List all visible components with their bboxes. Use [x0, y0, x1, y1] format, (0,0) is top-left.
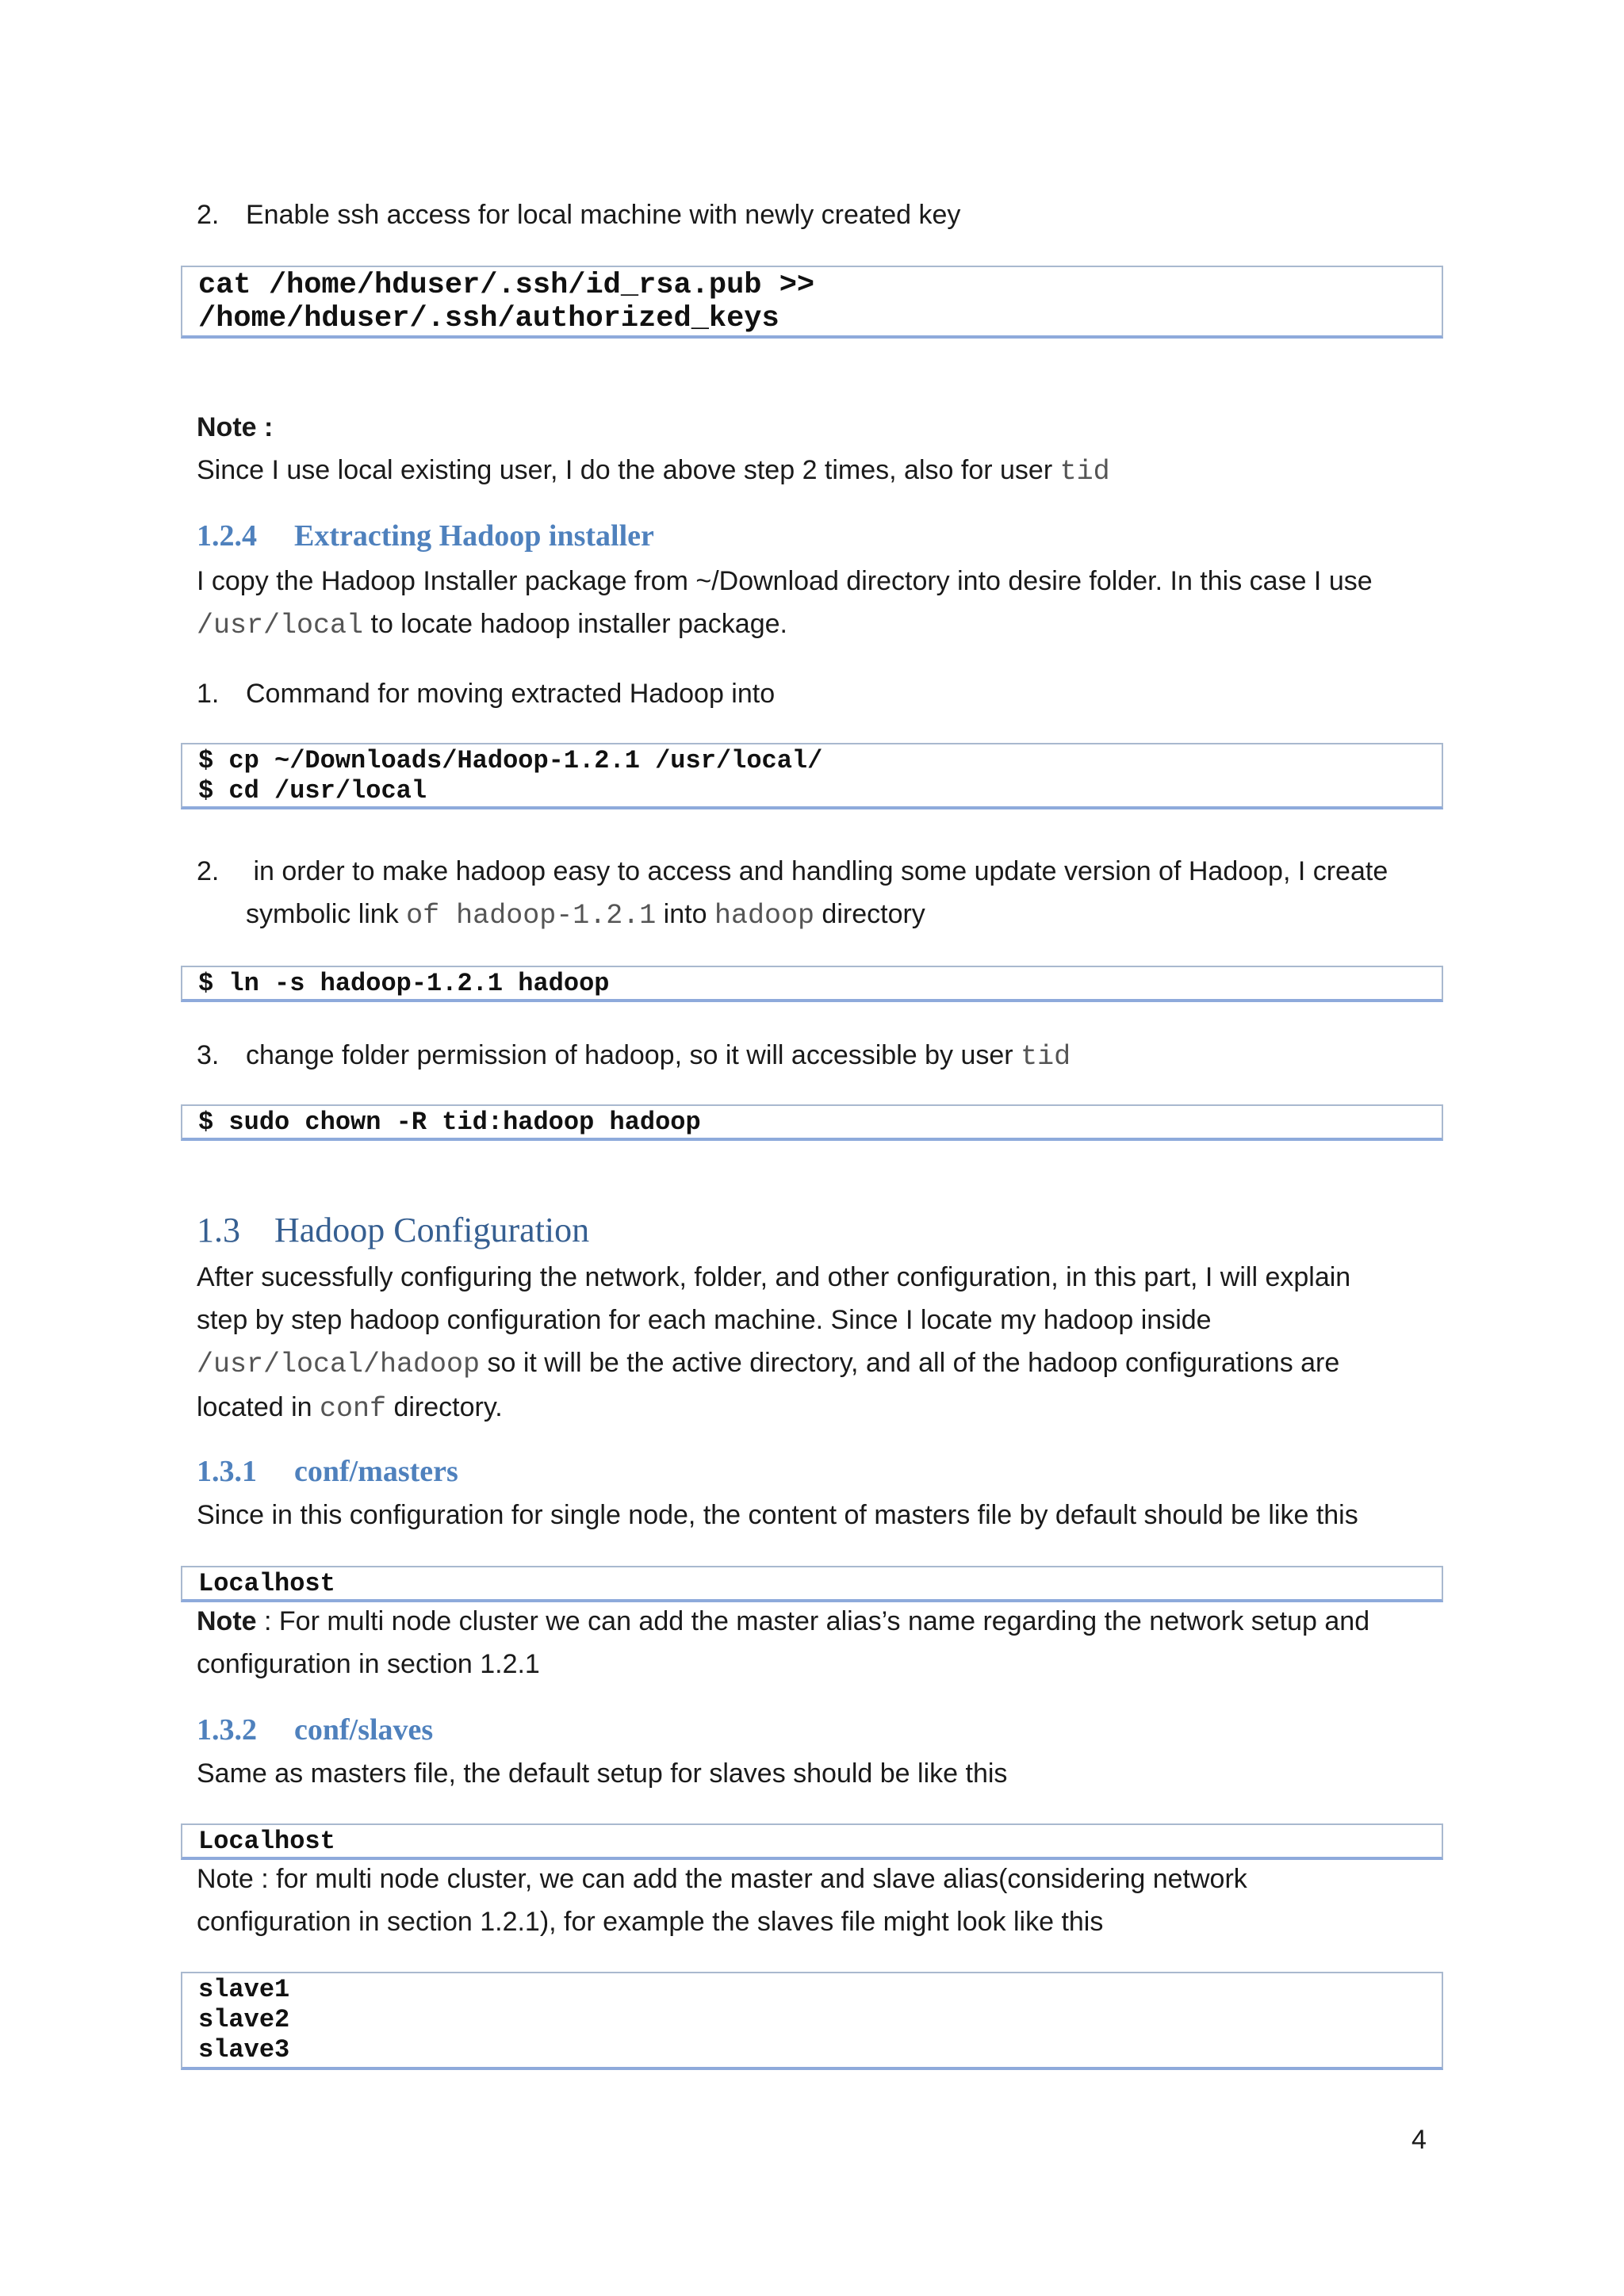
heading-1-3 [197, 1210, 589, 1250]
code-line: slave3 [198, 2035, 290, 2064]
heading-1-3-1 [197, 1454, 458, 1489]
step-enable-ssh [197, 193, 960, 236]
heading-1-3-2 [197, 1712, 433, 1747]
heading-number: 1.3 [197, 1211, 240, 1249]
path-usr-local: /usr/local [197, 610, 364, 641]
code-block-masters [181, 1566, 1443, 1602]
code-line: /home/hduser/.ssh/authorized_keys [198, 302, 779, 335]
code-line: slave2 [198, 2005, 290, 2034]
step-move [197, 672, 775, 715]
note-slaves [197, 1858, 1247, 1943]
step-number: 3. [197, 1040, 220, 1070]
step-permission [197, 1034, 1071, 1078]
step-number: 2. [197, 856, 220, 886]
code-block-slaves-multi [181, 1972, 1443, 2070]
paragraph-line: I copy the Hadoop Installer package from ~/Download directory into desire folder. In this case I use [197, 566, 1373, 596]
paragraph-1-3 [197, 1256, 1350, 1430]
step-text: change folder permission of hadoop, so it will accessible by user [246, 1040, 1021, 1070]
paragraph-text: directory. [386, 1392, 503, 1422]
code-line: cat /home/hduser/.ssh/id_rsa.pub >> [198, 269, 815, 302]
step-text: symbolic link [246, 899, 407, 929]
paragraph-1-2-4 [197, 560, 1373, 647]
user-tid: tid [1021, 1041, 1071, 1073]
note-text: configuration in section 1.2.1), for example the slaves file might look like this [197, 1907, 1104, 1937]
page-number: 4 [1411, 2125, 1427, 2155]
code-line: $ cd /usr/local [198, 776, 427, 806]
note-ssh [197, 406, 1110, 493]
code-block-link [181, 966, 1443, 1002]
step-text: directory [814, 899, 925, 929]
step-text: Command for moving extracted Hadoop into [246, 679, 776, 709]
note-text: configuration in section 1.2.1 [197, 1649, 540, 1679]
step-number: 1. [197, 679, 220, 709]
note-user: tid [1059, 456, 1110, 488]
code-inline: of hadoop-1.2.1 [406, 900, 657, 932]
note-text: Note : for multi node cluster, we can add the master and slave alias(considering network [197, 1864, 1247, 1894]
paragraph-line: step by step hadoop configuration for each machine. Since I locate my hadoop inside [197, 1305, 1212, 1335]
code-block-slaves-default [181, 1823, 1443, 1860]
step-symbolic-link [197, 850, 1388, 937]
note-label: Note [197, 1606, 257, 1636]
code-inline: conf [320, 1393, 387, 1425]
code-line: $ cp ~/Downloads/Hadoop-1.2.1 /usr/local/ [198, 746, 823, 775]
note-masters [197, 1600, 1369, 1686]
paragraph-text: so it will be the active directory, and all of the hadoop configurations are [480, 1348, 1340, 1378]
paragraph-text: Same as masters file, the default setup for slaves should be like this [197, 1758, 1008, 1789]
code-block-chown [181, 1104, 1443, 1141]
paragraph-1-3-1 [197, 1494, 1358, 1536]
note-text: : For multi node cluster we can add the master alias’s name regarding the network setup and [256, 1606, 1370, 1636]
code-inline: hadoop [714, 900, 814, 932]
code-line: $ ln -s hadoop-1.2.1 hadoop [198, 969, 610, 998]
paragraph-text: Since in this configuration for single node, the content of masters file by default should be like this [197, 1500, 1358, 1530]
code-block-move [181, 743, 1443, 809]
step-text: into [656, 899, 714, 929]
step-text: in order to make hadoop easy to access and handling some update version of Hadoop, I create [246, 856, 1388, 886]
heading-title: Extracting Hadoop installer [294, 519, 654, 553]
heading-number: 1.3.1 [197, 1455, 257, 1488]
heading-number: 1.3.2 [197, 1713, 257, 1747]
note-text: Since I use local existing user, I do the above step 2 times, also for user [197, 455, 1060, 485]
step-number: 2. [197, 200, 220, 230]
path-hadoop: /usr/local/hadoop [197, 1349, 481, 1380]
heading-number: 1.2.4 [197, 519, 257, 553]
note-label: Note : [197, 412, 274, 442]
code-line: slave1 [198, 1975, 290, 2004]
paragraph-text: to locate hadoop installer package. [363, 609, 787, 639]
heading-1-2-4 [197, 519, 654, 553]
code-line: Localhost [198, 1827, 335, 1856]
paragraph-text: located in [197, 1392, 320, 1422]
code-line: $ sudo chown -R tid:hadoop hadoop [198, 1108, 701, 1137]
heading-title: Hadoop Configuration [274, 1211, 590, 1249]
code-line: Localhost [198, 1569, 335, 1598]
heading-title: conf/slaves [294, 1713, 434, 1747]
paragraph-line: After sucessfully configuring the network, folder, and other configuration, in this part, I will explain [197, 1262, 1351, 1292]
paragraph-1-3-2 [197, 1752, 1007, 1795]
heading-title: conf/masters [294, 1455, 458, 1488]
step-text: Enable ssh access for local machine with newly created key [246, 200, 961, 230]
code-block-authorized-keys [181, 266, 1443, 339]
